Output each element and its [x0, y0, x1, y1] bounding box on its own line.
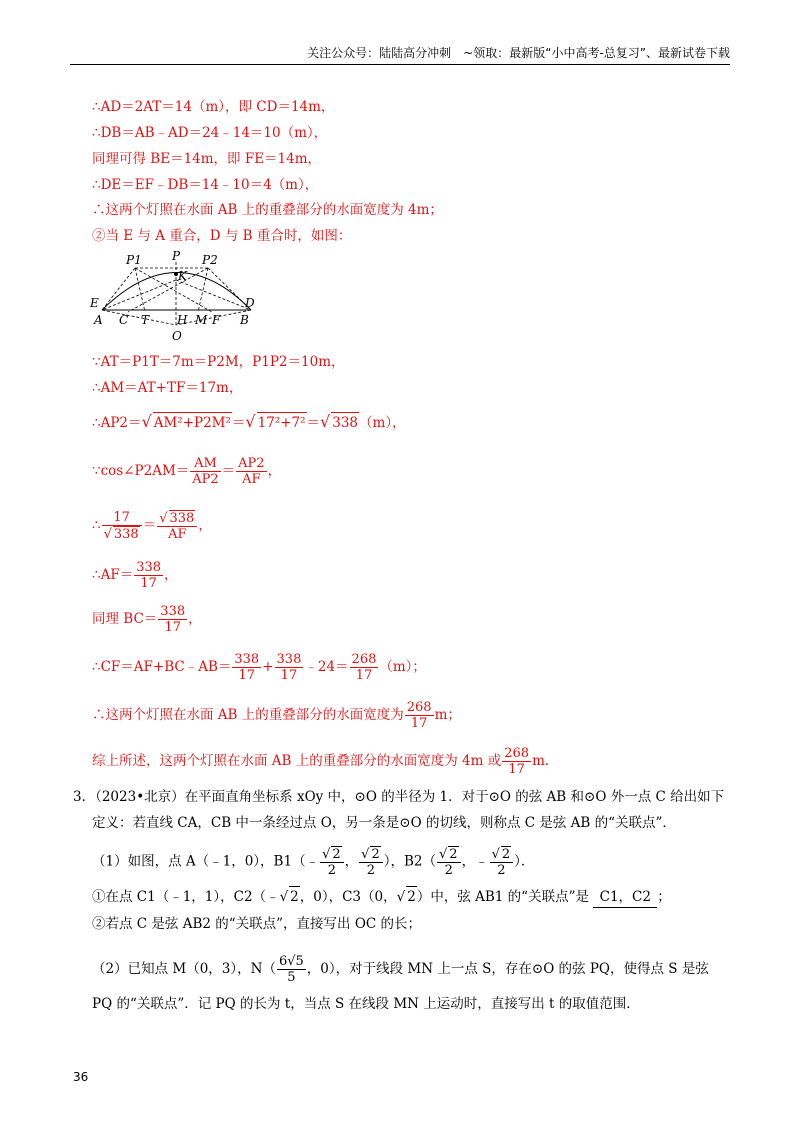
page-header: 关注公众号：陆陆高分冲刺 ~领取：最新版“小中高考-总复习”、最新试卷下载	[70, 44, 730, 65]
label-C: C	[119, 313, 129, 327]
numerator: 2	[501, 847, 511, 862]
denominator: 338	[113, 527, 139, 542]
denominator: 17	[140, 576, 157, 591]
answer-blank: C1，C2	[593, 887, 657, 908]
problem-line: PQ 的“关联点”．记 PQ 的长为 t，当点 S 在线段 MN 上运动时，直接写出 t 的取值范围．	[92, 996, 640, 1012]
denominator: 2	[497, 863, 506, 878]
solution-line: ②当 E 与 A 重合，D 与 B 重合时，如图：	[92, 228, 352, 244]
label-O: O	[172, 329, 182, 343]
denominator: AF	[168, 527, 187, 542]
denominator: 17	[410, 716, 428, 731]
numerator: 338	[276, 652, 302, 667]
label-P1: P1	[126, 253, 142, 267]
solution-line	[92, 746, 549, 777]
solution-line: ∴这两个灯照在水面 AB 上的重叠部分的水面宽度为 4m；	[92, 202, 443, 218]
solution-line: ∴CF＝AF+BC﹣AB＝ $\frac{338}{17}$ + $\frac{338}{17}$ ﹣24＝ $\frac{268}{17}$ （m）；	[92, 652, 426, 683]
numerator: 268	[406, 700, 432, 715]
text: ，﹣	[461, 853, 489, 870]
solution-line	[92, 700, 461, 731]
label-T: T	[141, 313, 150, 327]
numerator: 6√5	[278, 954, 304, 969]
denominator: 2	[366, 863, 376, 878]
text: ∵cos∠P2AM＝	[92, 463, 190, 479]
text: （m），	[359, 415, 406, 431]
label-M: M	[195, 313, 208, 327]
numerator: 17	[102, 510, 142, 526]
problem-line: （1）如图，点 A（﹣1，0），B1（﹣ $\frac{√ 2}{2}$ ， $\frac{√ 2}{2}$ ），B2（ $\frac{√ 2}{2}$ ，﹣ $\frac{√ 2}{2}$ ）．	[92, 847, 535, 878]
text: ＝	[306, 415, 321, 431]
text: （1）如图，点 A（﹣1，0），B1（﹣	[92, 853, 320, 870]
solution-line: ∴DB＝AB﹣AD＝24﹣14＝10（m），	[92, 125, 328, 141]
label-P2: P2	[202, 253, 218, 267]
page-number: 36	[73, 1070, 89, 1084]
text: ﹣24＝	[304, 659, 349, 675]
numerator: 338	[136, 560, 162, 575]
problem-line: ①在点 C1（﹣1，1），C2（﹣√ 2，0），C3（0，√ 2）中，弦 AB1 的“关联点”是 C1，C2 ；	[92, 886, 671, 908]
solution-line: ∴AM＝AT+TF＝17m，	[92, 380, 243, 396]
text: ，0），C3（0，	[299, 889, 397, 905]
label-H: H	[177, 313, 188, 327]
text: ①在点 C1（﹣1，1），C2（﹣	[92, 889, 280, 905]
denominator: 17	[164, 620, 181, 635]
text: m.	[532, 753, 550, 769]
denominator: 17	[508, 762, 525, 777]
problem-line	[92, 954, 709, 985]
denominator: AF	[242, 472, 261, 487]
problem-line: 3．（2023•北京）在平面直角坐标系 xOy 中，⊙O 的半径为 1．对于⊙O 的弦 AB 和⊙O 外一点 C 给出如下	[73, 789, 725, 805]
numerator: 338	[160, 604, 186, 619]
text: ，	[344, 853, 359, 870]
label-F: F	[212, 313, 221, 327]
denominator: 17	[280, 668, 298, 683]
text: ∴这两个灯照在水面 AB 上的重叠部分的水面宽度为	[92, 707, 404, 723]
text: ）中，弦 AB1 的“关联点”是	[416, 889, 589, 905]
text: ∴CF＝AF+BC﹣AB＝	[92, 659, 232, 675]
text: ），B2（	[383, 853, 436, 870]
text: ∴AF＝	[92, 567, 134, 583]
label-D: D	[245, 296, 255, 310]
solution-line: ∴AD＝2AT＝14（m），即 CD＝14m，	[92, 99, 335, 115]
denominator: 5	[287, 970, 296, 985]
denominator: 2	[444, 863, 453, 878]
radicand: 2	[406, 886, 417, 907]
numerator: 2	[332, 847, 341, 862]
text: 综上所述，这两个灯照在水面 AB 上的重叠部分的水面宽度为 4m 或	[92, 753, 502, 769]
denominator: 2	[327, 863, 336, 878]
label-K: K	[178, 269, 187, 283]
solution-line: 同理 BC＝ $\frac{338}{17}$ ，	[92, 604, 202, 635]
numerator: 2	[449, 847, 458, 862]
numerator: 2	[371, 847, 380, 862]
solution-line: ∴AP2＝√ AM²+P2M²＝√ 17²+7²＝√ 338（m），	[92, 412, 406, 431]
label-A: A	[94, 313, 103, 327]
text: （2）已知点 M（0，3），N（	[92, 961, 276, 977]
numerator: 268	[351, 652, 377, 667]
text: ；	[657, 889, 671, 905]
denominator: 17	[355, 668, 373, 683]
problem-line: ②若点 C 是弦 AB2 的“关联点”，直接写出 OC 的长；	[92, 916, 422, 932]
denominator: AP2	[192, 472, 219, 487]
text: ）．	[514, 853, 535, 870]
text: （m）；	[379, 659, 426, 675]
solution-line: ∵cos∠P2AM＝ $\frac{AM}{AP2}$ ＝ $\frac{AP2}{AF}$ ，	[92, 456, 282, 487]
radicand: 17²+7²	[257, 412, 307, 433]
solution-line: 同理可得 BE＝14m，即 FE＝14m，	[92, 151, 322, 167]
numerator: 268	[504, 746, 530, 761]
numerator: 338	[169, 511, 195, 526]
numerator: AP2	[238, 456, 265, 471]
text: ∴AP2＝	[92, 415, 142, 431]
text: ，0），对于线段 MN 上一点 S，存在⊙O 的弦 PQ，使得点 S 是弦	[306, 961, 709, 977]
numerator: AM	[190, 456, 220, 472]
radicand: 2	[289, 886, 300, 907]
solution-line: ∵AT＝P1T＝7m＝P2M，P1P2＝10m，	[92, 354, 345, 370]
text: 同理 BC＝	[92, 611, 158, 627]
text: ∴	[92, 517, 101, 534]
solution-line: ∴AF＝ $\frac{338}{17}$ ，	[92, 560, 178, 591]
radicand: 338	[331, 412, 359, 433]
geometry-diagram	[88, 250, 268, 345]
solution-line: ∴ $\frac{17}{√ 338}$ ＝ $\frac{√ 338}{AF}$ ，	[92, 510, 212, 542]
label-B: B	[240, 313, 249, 327]
text: ＝	[231, 415, 246, 431]
solution-line: ∴DE＝EF﹣DB＝14﹣10＝4（m），	[92, 177, 319, 193]
label-P: P	[172, 250, 181, 263]
label-E: E	[90, 296, 99, 310]
denominator: 17	[238, 668, 256, 683]
problem-line: 定义：若直线 CA，CB 中一条经过点 O，另一条是⊙O 的切线，则称点 C 是弦 AB 的“关联点”．	[92, 815, 676, 831]
text: m；	[434, 707, 461, 723]
radicand: AM²+P2M²	[153, 412, 232, 433]
numerator: 338	[234, 652, 260, 667]
